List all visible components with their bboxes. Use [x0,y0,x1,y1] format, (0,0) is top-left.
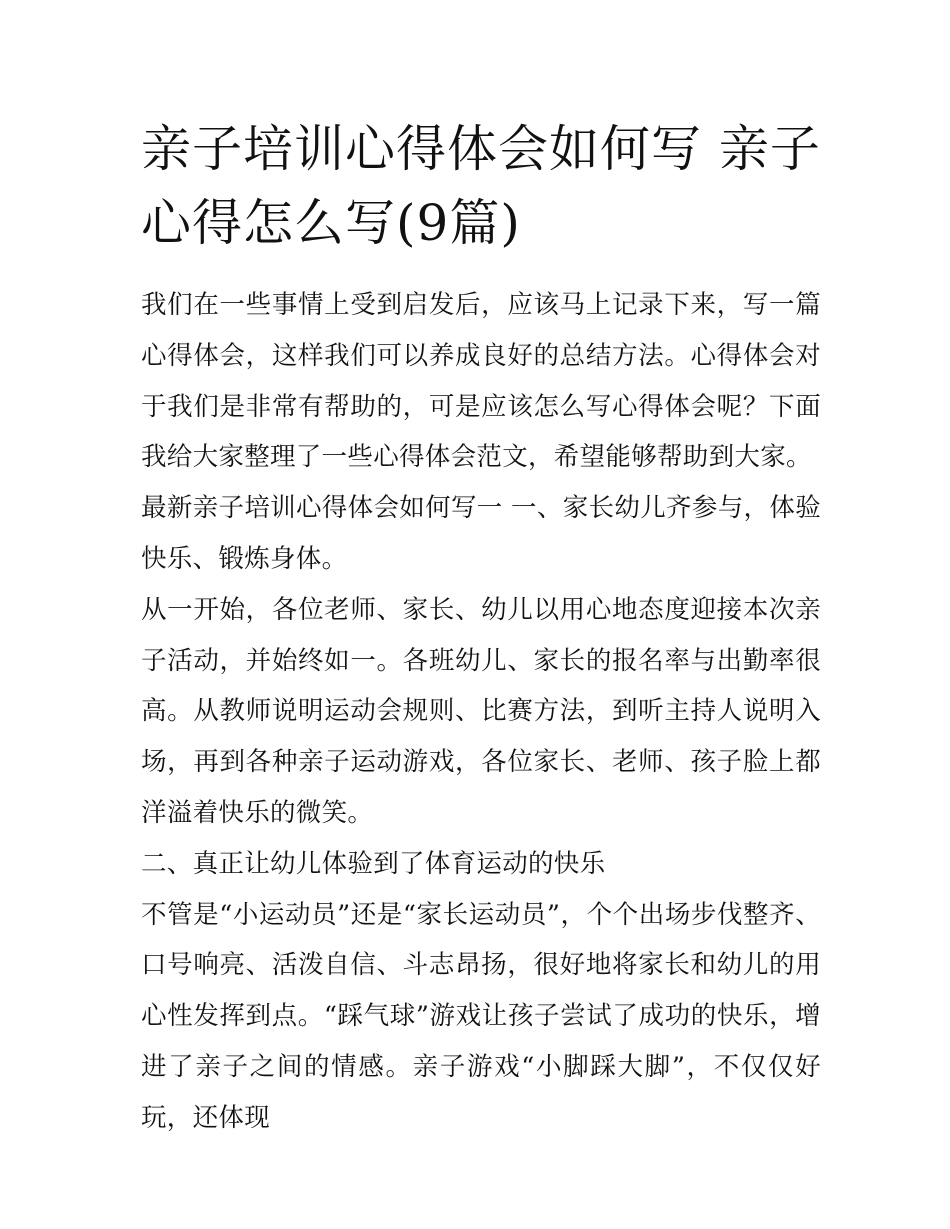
paragraph-activity: 从一开始，各位老师、家长、幼儿以用心地态度迎接本次亲子活动，并始终如一。各班幼儿、家长的报名率与出勤率很高。从教师说明运动会规则、比赛方法，到听主持人说明入场，再到各种亲子运动游戏，各位家长、老师、孩子脸上都洋溢着快乐的微笑。 [141,594,821,828]
paragraph-section-two-heading: 二、真正让幼儿体验到了体育运动的快乐 [141,848,606,879]
document-title: 亲子培训心得体会如何写 亲子心得怎么写(9篇) [141,120,821,252]
paragraph-games: 不管是“小运动员”还是“家长运动员”，个个出场步伐整齐、口号响亮、活泼自信、斗志昂扬，很好地将家长和幼儿的用心性发挥到点。“踩气球”游戏让孩子尝试了成功的快乐，增进了亲子之间的情感。亲子游戏“小脚踩大脚”，不仅仅好玩，还体现 [141,899,821,1133]
paragraph-intro: 我们在一些事情上受到启发后，应该马上记录下来，写一篇心得体会，这样我们可以养成良好的总结方法。心得体会对于我们是非常有帮助的，可是应该怎么写心得体会呢？下面我给大家整理了一些心得体会范文，希望能够帮助到大家。 [141,290,821,473]
paragraph-section-one-heading: 最新亲子培训心得体会如何写一 一、家长幼儿齐参与，体验快乐、锻炼身体。 [141,493,821,574]
document-page [141,112,821,1144]
